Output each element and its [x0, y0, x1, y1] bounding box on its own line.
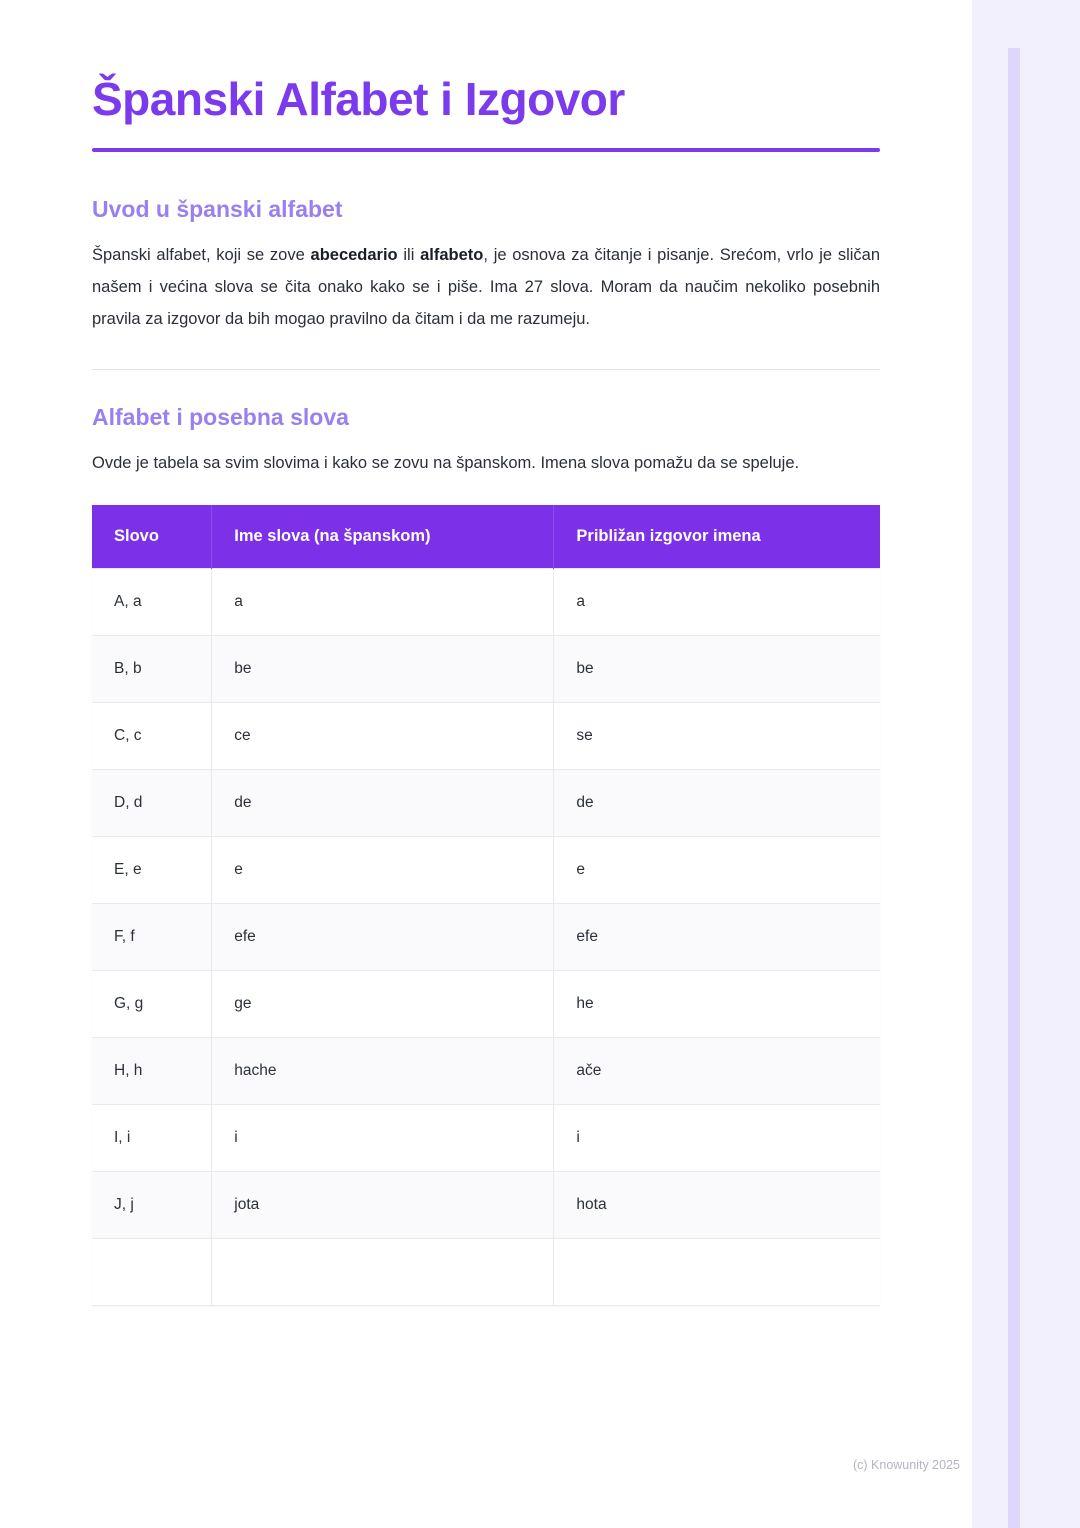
- cell-name: jota: [212, 1172, 554, 1239]
- intro-text-part-3: , je osnova za čitanje i pisanje. Srećom, vrlo je sličan našem i većina slova se čita onako kako se i piše. Ima 27 slova. Moram da naučim nekoliko posebnih pravila za izgovor da bih mogao pravilno da čitam i da me razumeju.: [92, 245, 880, 328]
- table-row: [92, 569, 880, 636]
- cell-letter: J, j: [92, 1172, 212, 1239]
- cell-name: ge: [212, 971, 554, 1038]
- table-row: [92, 904, 880, 971]
- table-row: [92, 703, 880, 770]
- cell-pronunciation: [554, 1239, 880, 1306]
- cell-pronunciation: he: [554, 971, 880, 1038]
- cell-letter: G, g: [92, 971, 212, 1038]
- cell-letter: D, d: [92, 770, 212, 837]
- cell-pronunciation: a: [554, 569, 880, 636]
- title-underline: [92, 148, 880, 152]
- alphabet-table: [92, 505, 880, 1306]
- section-divider: [92, 369, 880, 370]
- right-accent-bar: [1008, 48, 1020, 1528]
- column-header-letter: Slovo: [92, 505, 212, 569]
- right-decorative-rail: [972, 0, 1080, 1528]
- table-header: [92, 505, 880, 569]
- cell-pronunciation: e: [554, 837, 880, 904]
- cell-pronunciation: se: [554, 703, 880, 770]
- table-row: [92, 770, 880, 837]
- cell-name: a: [212, 569, 554, 636]
- cell-name: [212, 1239, 554, 1306]
- page-title: Španski Alfabet i Izgovor: [92, 73, 625, 125]
- cell-name: de: [212, 770, 554, 837]
- table-row-partial: [92, 1239, 880, 1306]
- cell-pronunciation: efe: [554, 904, 880, 971]
- table-row: [92, 636, 880, 703]
- term-alfabeto: alfabeto: [420, 245, 484, 264]
- cell-name: efe: [212, 904, 554, 971]
- table-row: [92, 837, 880, 904]
- cell-letter: C, c: [92, 703, 212, 770]
- cell-letter: A, a: [92, 569, 212, 636]
- cell-letter: I, i: [92, 1105, 212, 1172]
- cell-name: e: [212, 837, 554, 904]
- cell-letter: H, h: [92, 1038, 212, 1105]
- table-header-row: [92, 505, 880, 569]
- section-heading-alphabet: Alfabet i posebna slova: [92, 404, 349, 431]
- cell-letter: E, e: [92, 837, 212, 904]
- cell-name: i: [212, 1105, 554, 1172]
- cell-letter: B, b: [92, 636, 212, 703]
- cell-letter: [92, 1239, 212, 1306]
- table-row: [92, 1105, 880, 1172]
- footer-credit: (c) Knowunity 2025: [852, 1458, 960, 1472]
- cell-name: be: [212, 636, 554, 703]
- table-row: [92, 971, 880, 1038]
- table-row: [92, 1172, 880, 1239]
- intro-text-part-2: ili: [397, 245, 421, 264]
- cell-pronunciation: ače: [554, 1038, 880, 1105]
- intro-paragraph: [92, 239, 880, 336]
- table-body: [92, 569, 880, 1306]
- cell-pronunciation: de: [554, 770, 880, 837]
- cell-name: ce: [212, 703, 554, 770]
- table-row: [92, 1038, 880, 1105]
- alphabet-intro-paragraph: Ovde je tabela sa svim slovima i kako se zovu na španskom. Imena slova pomažu da se speluje.: [92, 454, 800, 473]
- cell-pronunciation: be: [554, 636, 880, 703]
- intro-text-part-1: Španski alfabet, koji se zove: [92, 245, 311, 264]
- cell-name: hache: [212, 1038, 554, 1105]
- column-header-pronunciation: Približan izgovor imena: [554, 505, 880, 569]
- cell-pronunciation: hota: [554, 1172, 880, 1239]
- column-header-name: Ime slova (na španskom): [212, 505, 554, 569]
- cell-pronunciation: i: [554, 1105, 880, 1172]
- cell-letter: F, f: [92, 904, 212, 971]
- term-abecedario: abecedario: [310, 245, 398, 264]
- section-heading-intro: Uvod u španski alfabet: [92, 195, 343, 222]
